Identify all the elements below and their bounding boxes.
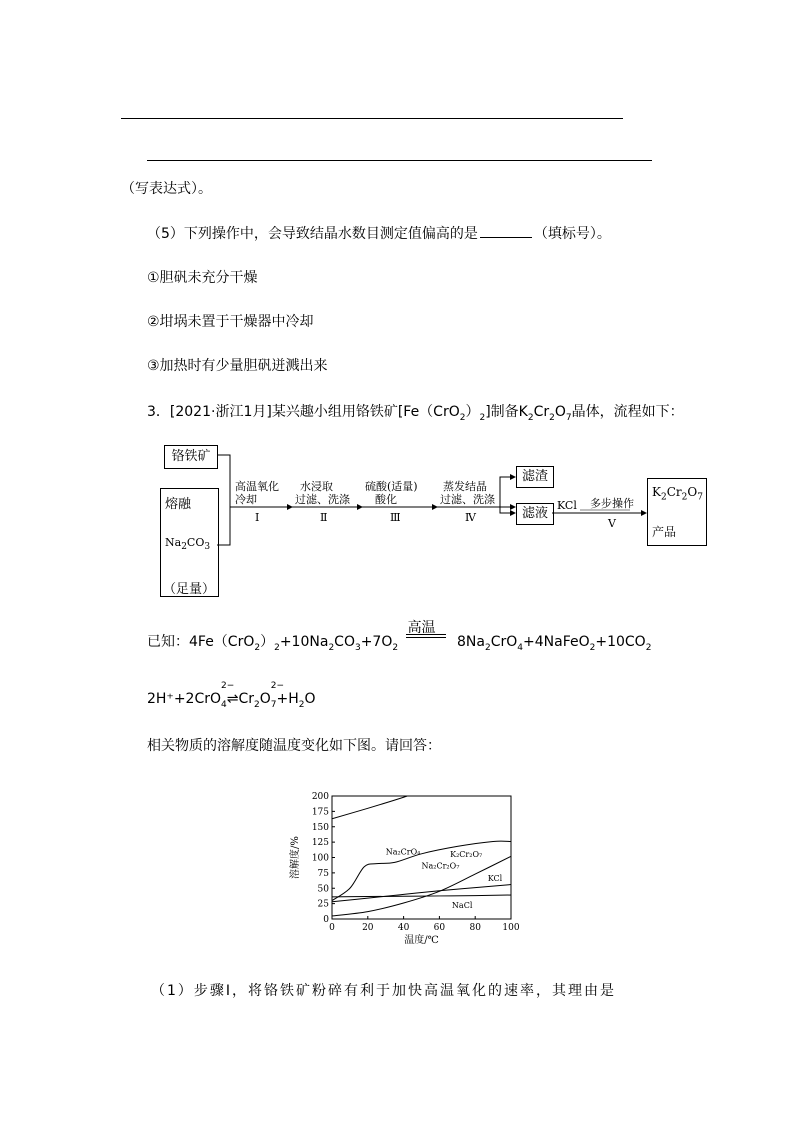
step2-top: 水浸取	[300, 480, 333, 493]
y-tick-label: 150	[311, 822, 329, 833]
q3-intro: 3．[2021·浙江1月]某兴趣小组用铬铁矿$[Fe(CrO_2)_2]$制备$K_2Cr_2O_7$晶体，流程如下：	[147, 404, 684, 423]
melt-box: 熔融 $Na_2CO_3$ （足量）	[160, 488, 219, 597]
y-tick-label: 125	[311, 838, 329, 849]
solubility-chart	[290, 780, 530, 959]
q5-option-2: ②坩埚未置于干燥器中冷却	[147, 314, 314, 330]
q5-option-3: ③加热时有少量胆矾迸溅出来	[147, 358, 328, 374]
series-line	[332, 762, 502, 819]
step4-roman: Ⅳ	[465, 511, 476, 524]
step1-top: 高温氧化	[235, 480, 279, 493]
product-box: $K_2Cr_2O_7$ 产品	[647, 478, 707, 546]
y-tick-label: 200	[311, 792, 329, 802]
known-equation-1: 已知：$4Fe(CrO_2)_2+10Na_2CO_3+7O_2$ 高温 $8Na_2CrO_4+4NaFeO_2+10CO_2$	[147, 620, 652, 653]
series-label: Na₂CrO₄	[385, 847, 421, 857]
series-label: NaCl	[451, 900, 473, 910]
series-line	[332, 841, 511, 900]
step3-roman: Ⅲ	[390, 511, 401, 524]
step1-roman: Ⅰ	[255, 511, 260, 524]
step1-bottom: 冷却	[235, 493, 257, 506]
series-label: KCl	[487, 873, 503, 883]
step4-top: 蒸发结晶	[443, 480, 487, 493]
x-axis-label: 温度/℃	[404, 935, 439, 946]
reaction-condition: 高温	[407, 620, 436, 636]
step5-roman: Ⅴ	[608, 517, 616, 530]
kcl-label: KCl	[557, 499, 577, 512]
x-tick-label: 80	[469, 923, 481, 933]
q5-option-1: ①胆矾未充分干燥	[147, 270, 258, 286]
x-tick-label: 100	[502, 923, 520, 933]
step4-bottom: 过滤、洗涤	[440, 493, 495, 506]
series-line	[332, 885, 511, 902]
y-tick-label: 25	[317, 899, 329, 910]
multi-step-label: 多步操作	[590, 497, 634, 510]
q5-prompt: （5）下列操作中，会导致结晶水数目测定值偏高的是 （填标号）。	[147, 226, 611, 242]
y-tick-label: 0	[323, 915, 329, 925]
series-label: K₂Cr₂O₇	[450, 849, 483, 859]
express-note: （写表达式）。	[121, 181, 212, 197]
y-tick-label: 175	[311, 807, 329, 818]
q1-text: （1）步骤Ⅰ，将铬铁矿粉碎有利于加快高温氧化的速率，其理由是	[151, 983, 617, 999]
plot-frame	[332, 796, 511, 919]
residue-box: 滤渣	[516, 466, 554, 488]
x-tick-label: 40	[397, 923, 410, 933]
answer-blank[interactable]	[480, 224, 532, 238]
series-line	[332, 895, 511, 897]
y-tick-label: 100	[311, 853, 329, 864]
y-tick-label: 50	[317, 884, 329, 895]
process-flowchart	[160, 440, 710, 600]
answer-line-2	[147, 160, 652, 161]
x-tick-label: 20	[362, 923, 374, 933]
flow-connectors	[160, 440, 710, 600]
x-tick-label: 0	[329, 923, 335, 933]
solubility-intro: 相关物质的溶解度随温度变化如下图。请回答：	[147, 738, 441, 754]
y-tick-label: 75	[317, 868, 329, 879]
series-label: Na₂Cr₂O₇	[421, 861, 460, 871]
solubility-chart-svg	[290, 780, 530, 955]
step2-roman: Ⅱ	[320, 511, 328, 524]
step3-bottom: 酸化	[375, 493, 397, 506]
filtrate-box: 滤液	[516, 503, 554, 525]
y-axis-label: 溶解度/%	[290, 836, 301, 879]
answer-line-1	[121, 118, 623, 119]
step3-top: 硫酸(适量)	[365, 480, 418, 493]
x-tick-label: 60	[433, 923, 446, 933]
known-equation-2: 2H⁺+2CrO 2− $_4\rightleftharpoons Cr_2O$ 2− $_7+H_2O$	[147, 681, 316, 710]
ore-box: 铬铁矿	[164, 445, 218, 469]
step2-bottom: 过滤、洗涤	[295, 493, 350, 506]
